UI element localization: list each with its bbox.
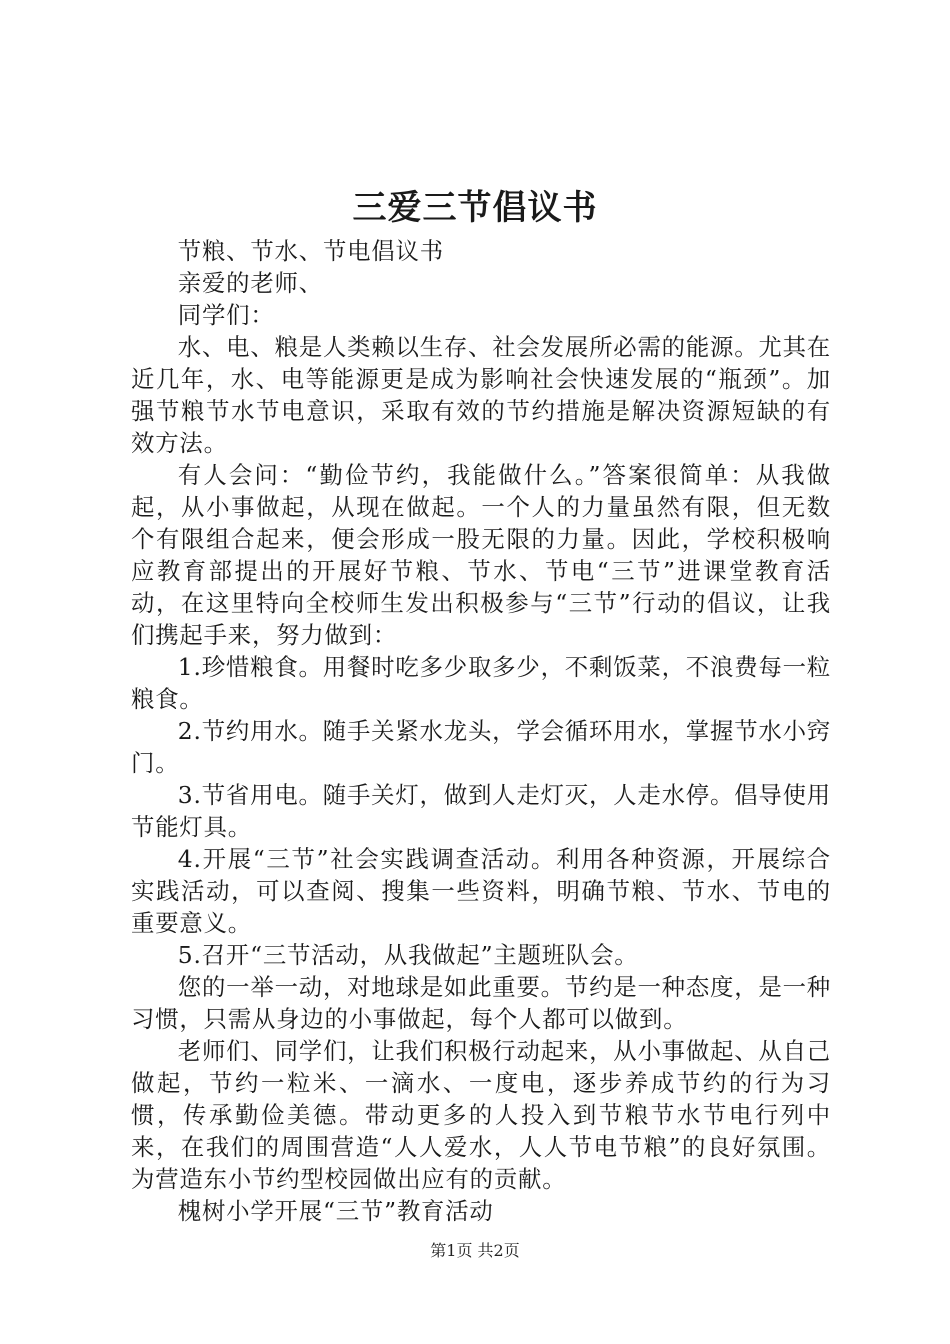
signature-line: 槐树小学开展“三节”教育活动 bbox=[177, 1197, 494, 1225]
list-item: 2.节约用水。随手关紧水龙头，学会循环用水，掌握节水小窍门。 bbox=[131, 717, 831, 777]
salutation-line-2: 同学们： bbox=[177, 301, 275, 329]
subtitle-paragraph: 节粮、节水、节电倡议书 bbox=[177, 237, 444, 265]
page-indicator: 第1页 共2页 bbox=[430, 1241, 520, 1260]
list-item: 4.开展“三节”社会实践调查活动。利用各种资源，开展综合实践活动，可以查阅、搜集一些资料，明确节粮、节水、节电的重要意义。 bbox=[131, 845, 831, 937]
list-item: 3.节省用电。随手关灯，做到人走灯灭，人走水停。倡导使用节能灯具。 bbox=[131, 781, 831, 841]
body-paragraph: 水、电、粮是人类赖以生存、社会发展所必需的能源。尤其在近几年，水、电等能源更是成为影响社会快速发展的“瓶颈”。加强节粮节水节电意识，采取有效的节约措施是解决资源短缺的有效方法。 bbox=[131, 333, 831, 457]
body-paragraph: 您的一举一动，对地球是如此重要。节约是一种态度，是一种习惯，只需从身边的小事做起，每个人都可以做到。 bbox=[131, 973, 831, 1033]
document-title: 三爱三节倡议书 bbox=[352, 188, 598, 228]
document-body bbox=[131, 235, 831, 1227]
body-paragraph: 有人会问：“勤俭节约，我能做什么。”答案很简单：从我做起，从小事做起，从现在做起。一个人的力量虽然有限，但无数个有限组合起来，便会形成一股无限的力量。因此，学校积极响应教育部提出的开展好节粮、节水、节电“三节”进课堂教育活动，在这里特向全校师生发出积极参与“三节”行动的倡议，让我们携起手来，努力做到： bbox=[131, 461, 831, 649]
list-item: 1.珍惜粮食。用餐时吃多少取多少，不剩饭菜，不浪费每一粒粮食。 bbox=[131, 653, 831, 713]
salutation-line-1: 亲爱的老师、 bbox=[177, 269, 323, 297]
list-item: 5.召开“三节活动，从我做起”主题班队会。 bbox=[177, 941, 639, 969]
body-paragraph: 老师们、同学们，让我们积极行动起来，从小事做起、从自己做起，节约一粒米、一滴水、一度电，逐步养成节约的行为习惯，传承勤俭美德。带动更多的人投入到节粮节水节电行列中来，在我们的周围营造“人人爱水，人人节电节粮”的良好氛围。为营造东小节约型校园做出应有的贡献。 bbox=[131, 1037, 831, 1193]
